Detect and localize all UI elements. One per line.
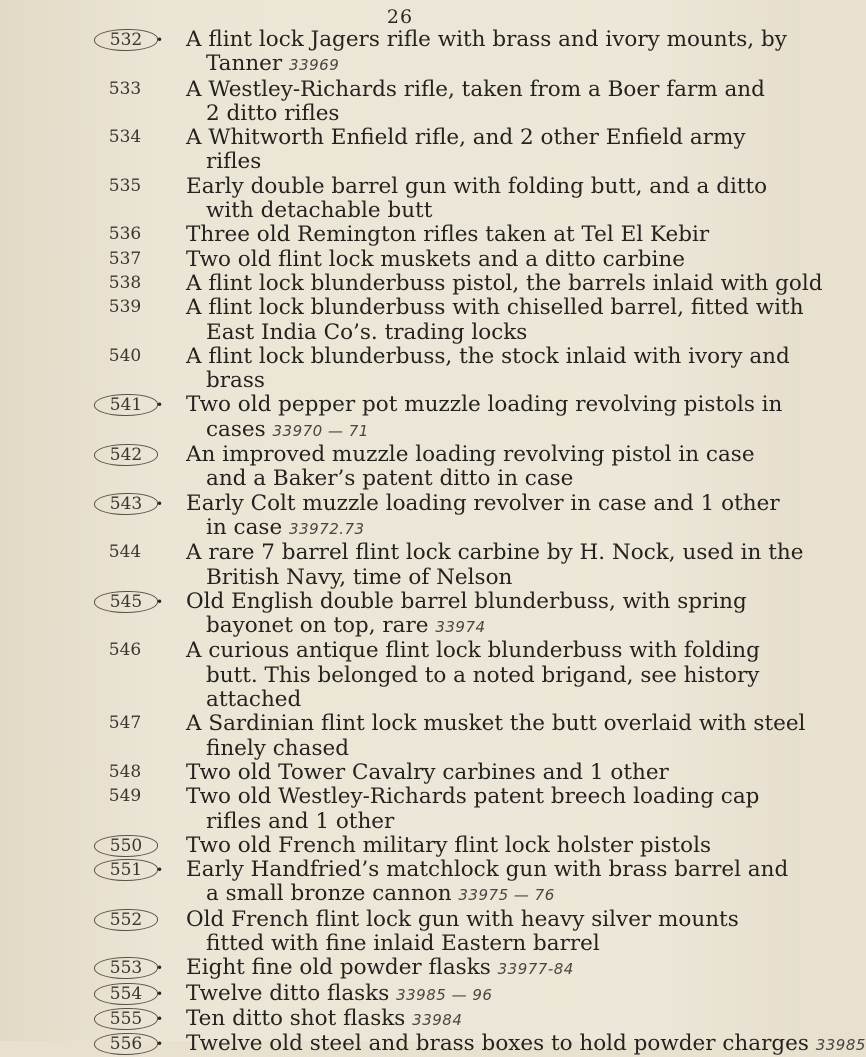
lot-number: 546 [108, 640, 142, 661]
lot-number: 536 [108, 224, 142, 245]
lot-entry [0, 295, 804, 345]
handwritten-annotation: 33984 [412, 1010, 463, 1029]
lot-entry [0, 785, 800, 834]
lot-description-line: A Sardinian flint lock musket the butt overlaid with steel [186, 711, 806, 737]
lot-number: 550 [94, 835, 158, 857]
lot-description-line: a small bronze cannon 33975 — 76 [206, 881, 555, 907]
lot-description-line: attached [206, 687, 302, 713]
lot-description-line: Early Handfried’s matchlock gun with brass barrel and [186, 857, 789, 883]
lot-description [186, 443, 790, 492]
lot-description-line: cases 33970 — 71 [206, 416, 369, 442]
lot-entry [0, 175, 800, 224]
lot-entry [0, 393, 800, 443]
lot-description-line: 2 ditto rifles [206, 100, 340, 126]
lot-description-line: brass [206, 368, 265, 394]
lot-number: 539 [108, 297, 142, 318]
lot-number: 541 [94, 394, 158, 416]
handwritten-annotation: 33985 — 96 [396, 985, 493, 1004]
lot-description [186, 956, 790, 981]
lot-description-line: finely chased [206, 735, 349, 761]
lot-entry [0, 540, 804, 590]
bullet-dot: • [156, 986, 164, 1001]
lot-entry [0, 711, 806, 761]
lot-entry [0, 223, 800, 247]
handwritten-annotation: 33974 [435, 618, 486, 637]
lot-description-line: Ten ditto shot flasks 33984 [186, 1005, 463, 1031]
lot-list [0, 27, 866, 1057]
lot-number: 532 [94, 29, 158, 51]
lot-description [186, 295, 804, 345]
lot-description-line: with detachable butt [206, 198, 433, 224]
lot-description [186, 78, 790, 127]
lot-description-line: Tanner 33969 [206, 51, 340, 77]
lot-number: 542 [94, 444, 158, 466]
lot-number: 548 [108, 761, 142, 782]
bullet-dot: • [156, 1011, 164, 1026]
bullet-dot: • [156, 496, 164, 511]
lot-number: 553 [94, 957, 158, 979]
bullet-dot: • [156, 1037, 164, 1052]
bullet-dot: • [156, 961, 164, 976]
lot-description-line: in case 33972.73 [206, 514, 365, 540]
lot-description [186, 540, 804, 590]
lot-description [186, 639, 790, 712]
lot-number: 540 [108, 345, 142, 366]
lot-description-line: Two old Tower Cavalry carbines and 1 other [186, 759, 669, 785]
bullet-dot: • [156, 398, 164, 413]
lot-entry [0, 1031, 866, 1057]
lot-description-line: Early Colt muzzle loading revolver in case and 1 other [186, 490, 780, 516]
lot-entry [0, 443, 800, 492]
lot-entry [0, 858, 800, 908]
lot-entry [0, 1007, 800, 1032]
lot-description [186, 175, 790, 224]
lot-description [186, 858, 790, 908]
lot-entry [0, 248, 800, 272]
lot-number: 551 [94, 859, 158, 881]
lot-number: 545 [94, 591, 158, 613]
lot-description-line: A rare 7 barrel flint lock carbine by H. Nock, used in the [186, 540, 804, 566]
lot-description-line: A Whitworth Enfield rifle, and 2 other Enfield army [186, 125, 746, 151]
lot-description-line: A flint lock blunderbuss, the stock inlaid with ivory and [186, 343, 790, 369]
lot-description-line: and a Baker’s patent ditto in case [206, 466, 574, 492]
lot-entry [0, 982, 800, 1007]
lot-description [186, 711, 806, 761]
lot-description-line: rifles and 1 other [206, 808, 395, 834]
lot-number: 552 [94, 909, 158, 931]
lot-description [186, 28, 790, 78]
lot-description [186, 1007, 790, 1032]
lot-number: 538 [108, 272, 142, 293]
lot-description-line: fitted with fine inlaid Eastern barrel [206, 930, 600, 956]
handwritten-annotation: 33970 — 71 [272, 421, 369, 440]
lot-number: 555 [94, 1008, 158, 1030]
lot-description [186, 223, 790, 247]
lot-entry [0, 126, 800, 175]
handwritten-annotation: 33969 [289, 56, 340, 75]
lot-description [186, 982, 790, 1007]
bullet-dot: • [156, 33, 164, 47]
handwritten-annotation: 33972.73 [289, 519, 365, 538]
lot-entry [0, 270, 823, 296]
lot-description-line: A curious antique flint lock blunderbuss with folding [186, 638, 760, 664]
lot-description-line: Two old Westley-Richards patent breech loading cap [186, 784, 760, 810]
lot-description-line: A Westley-Richards rifle, taken from a Boer farm and [186, 76, 765, 102]
lot-description [186, 248, 790, 272]
lot-entry [0, 956, 800, 981]
handwritten-annotation: 33985 [815, 1036, 866, 1055]
handwritten-annotation: 33975 — 76 [458, 886, 555, 905]
lot-number: 533 [108, 78, 142, 99]
lot-number: 554 [94, 983, 158, 1005]
lot-description-line: Eight fine old powder flasks 33977-84 [186, 955, 574, 981]
lot-description [186, 908, 790, 957]
lot-description-line: East India Co’s. trading locks [206, 319, 528, 345]
lot-description-line: Two old French military flint lock holster pistols [186, 832, 711, 858]
lot-number: 543 [94, 493, 158, 515]
lot-description-line: Three old Remington rifles taken at Tel El Kebir [186, 222, 710, 248]
lot-description-line: A flint lock blunderbuss with chiselled barrel, fitted with [186, 295, 804, 321]
handwritten-annotation: 33977-84 [497, 960, 574, 979]
lot-entry [0, 492, 800, 542]
lot-description [186, 492, 790, 542]
lot-description [186, 393, 790, 443]
lot-description-line: Old English double barrel blunderbuss, with spring [186, 588, 747, 614]
lot-description-line: Early double barrel gun with folding butt, and a ditto [186, 173, 768, 199]
lot-description [186, 590, 790, 640]
lot-entry [0, 78, 800, 127]
lot-entry [0, 908, 800, 957]
lot-description-line: Twelve old steel and brass boxes to hold powder charges 33985 [186, 1031, 866, 1057]
bullet-dot: • [156, 594, 164, 609]
lot-description-line: Two old pepper pot muzzle loading revolving pistols in [186, 392, 783, 418]
lot-description [186, 270, 823, 296]
lot-description-line: British Navy, time of Nelson [206, 564, 513, 590]
lot-description-line: A flint lock Jagers rifle with brass and ivory mounts, by [186, 27, 787, 52]
lot-description [186, 785, 790, 834]
lot-description-line: A flint lock blunderbuss pistol, the barrels inlaid with gold [186, 270, 823, 296]
lot-description [186, 126, 790, 175]
bullet-dot: • [156, 863, 164, 878]
lot-description-line: Old French flint lock gun with heavy silver mounts [186, 906, 739, 932]
lot-description-line: An improved muzzle loading revolving pistol in case [186, 442, 755, 468]
lot-description [186, 1031, 866, 1057]
lot-number: 549 [108, 786, 142, 807]
lot-number: 556 [94, 1033, 158, 1055]
lot-description [186, 761, 790, 785]
lot-description-line: rifles [206, 149, 262, 175]
lot-description-line: butt. This belonged to a noted brigand, see history [206, 662, 760, 688]
lot-entry [0, 834, 800, 858]
lot-entry [0, 761, 800, 785]
lot-number: 544 [108, 542, 142, 563]
page-number: 26 [386, 6, 414, 28]
lot-description [186, 834, 790, 858]
lot-description-line: Twelve ditto flasks 33985 — 96 [186, 980, 493, 1006]
lot-description-line: Two old flint lock muskets and a ditto carbine [186, 246, 685, 272]
lot-entry [0, 345, 800, 394]
lot-number: 534 [108, 127, 142, 148]
lot-entry [0, 639, 800, 712]
lot-entry [0, 590, 800, 640]
lot-description [186, 345, 790, 394]
lot-number: 535 [108, 175, 142, 196]
lot-description-line: bayonet on top, rare 33974 [206, 613, 486, 639]
lot-number: 547 [108, 713, 142, 734]
lot-number: 537 [108, 248, 142, 269]
lot-entry [0, 28, 800, 78]
